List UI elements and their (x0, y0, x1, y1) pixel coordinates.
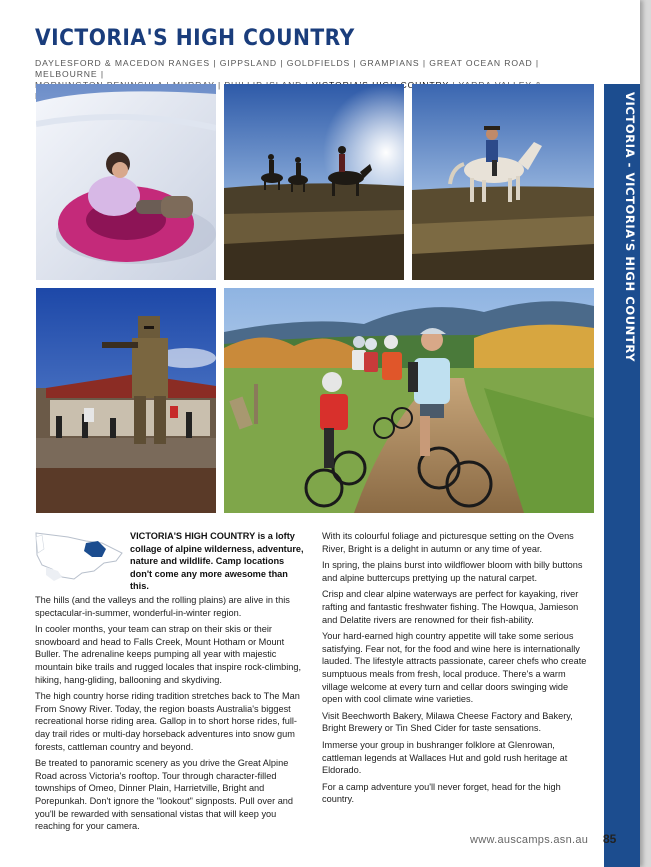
page-title: VICTORIA'S HIGH COUNTRY (35, 26, 355, 51)
photo-child-on-snow-tube (36, 84, 216, 280)
footer-website-link[interactable]: www.auscamps.asn.au (470, 834, 589, 846)
right-paragraph: With its colourful foliage and picturesque setting on the Ovens River, Bright is a delight in autumn or any time of year. (322, 531, 574, 554)
left-paragraph: In cooler months, your team can strap on their skis or their snowboard and head to Falls Creek, Mount Hotham or Mount Buller. The adrenaline keeps pumping all year with majestic mountain bike trails and rugged locales that inspire rock-climbing, hiking, hang-gliding, ballooning and skydiving. (35, 624, 302, 685)
right-paragraph: Crisp and clear alpine waterways are perfect for kayaking, river rafting and fantastic freshwater fishing. The Howqua, Jamieson and Delatite rivers are renowned for their fish-ability. (322, 589, 579, 625)
photo-horse-riders-sunset (224, 84, 404, 280)
left-paragraph: The high country horse riding tradition stretches back to The Man From Snowy River. Today, the region boasts Australia's biggest recreational horse riding area. Gallop in to short horse rides, full-day trail rides or multi-day horseback adventures into snow gum forests, cattleman country and beyond. (35, 691, 300, 752)
right-paragraph: In spring, the plains burst into wildflower bloom with billy buttons and alpine buttercups prettying up the natural carpet. (322, 560, 583, 583)
victoria-map-icon (34, 527, 124, 587)
right-paragraph: Visit Beechworth Bakery, Milawa Cheese Factory and Bakery, Bright Brewery or Tin Shed Cider for taste sensations. (322, 710, 573, 734)
article-left-column (35, 594, 306, 837)
page-number: 85 (603, 832, 617, 846)
photo-ned-kelly-statue (36, 288, 216, 513)
photo-family-cycling (224, 288, 594, 513)
intro-paragraph: VICTORIA'S HIGH COUNTRY is a lofty collage of alpine wilderness, adventure, nature and wildlife. Camp locations don't come any more awesome than this. (130, 531, 304, 592)
article-intro (130, 530, 306, 597)
right-paragraph: For a camp adventure you'll never forget, head for the high country. (322, 781, 561, 805)
left-paragraph: Be treated to panoramic scenery as you drive the Great Alpine Road across Victoria's rooftop. Tour through character-filled townships of Omeo, Dinner Plain, Harrietville, Bright and Porepunkah. Don't ignore the "lookout" signposts. Pull over and you'll be rewarded with sensational vistas that will keep you reaching for your camera. (35, 758, 294, 832)
region-line-2-start: | (217, 80, 222, 90)
region-line-1: DAYLESFORD & MACEDON RANGES | GIPPSLAND | GOLDFIELDS | GRAMPIANS | GREAT OCEAN ROAD | MELBOURNE | (35, 58, 540, 79)
photo-rider-white-horse (412, 84, 594, 280)
right-paragraph: Immerse your group in bushranger folklore at Glenrowan, cattleman legends at Wallaces Hut and gold rush heritage at Eldorado. (322, 739, 568, 776)
left-paragraph: The hills (and the valleys and the rolling plains) are alive in this spectacular-in-summer, wonderful-in-winter region. (35, 595, 290, 618)
article-right-column (322, 530, 588, 810)
right-paragraph: Your hard-earned high country appetite will take some serious satisfying. Fear not, for the food and wine here is internationally lauded. The lifestyle attracts passionate, career chefs who create sumptuous meals from fresh, local produce. There's a warm village welcome at every turn and cellar doors swinging wide open with cool climate wine varieties. (322, 631, 587, 705)
section-side-tab-label: VICTORIA - VICTORIA'S HIGH COUNTRY (623, 92, 637, 363)
